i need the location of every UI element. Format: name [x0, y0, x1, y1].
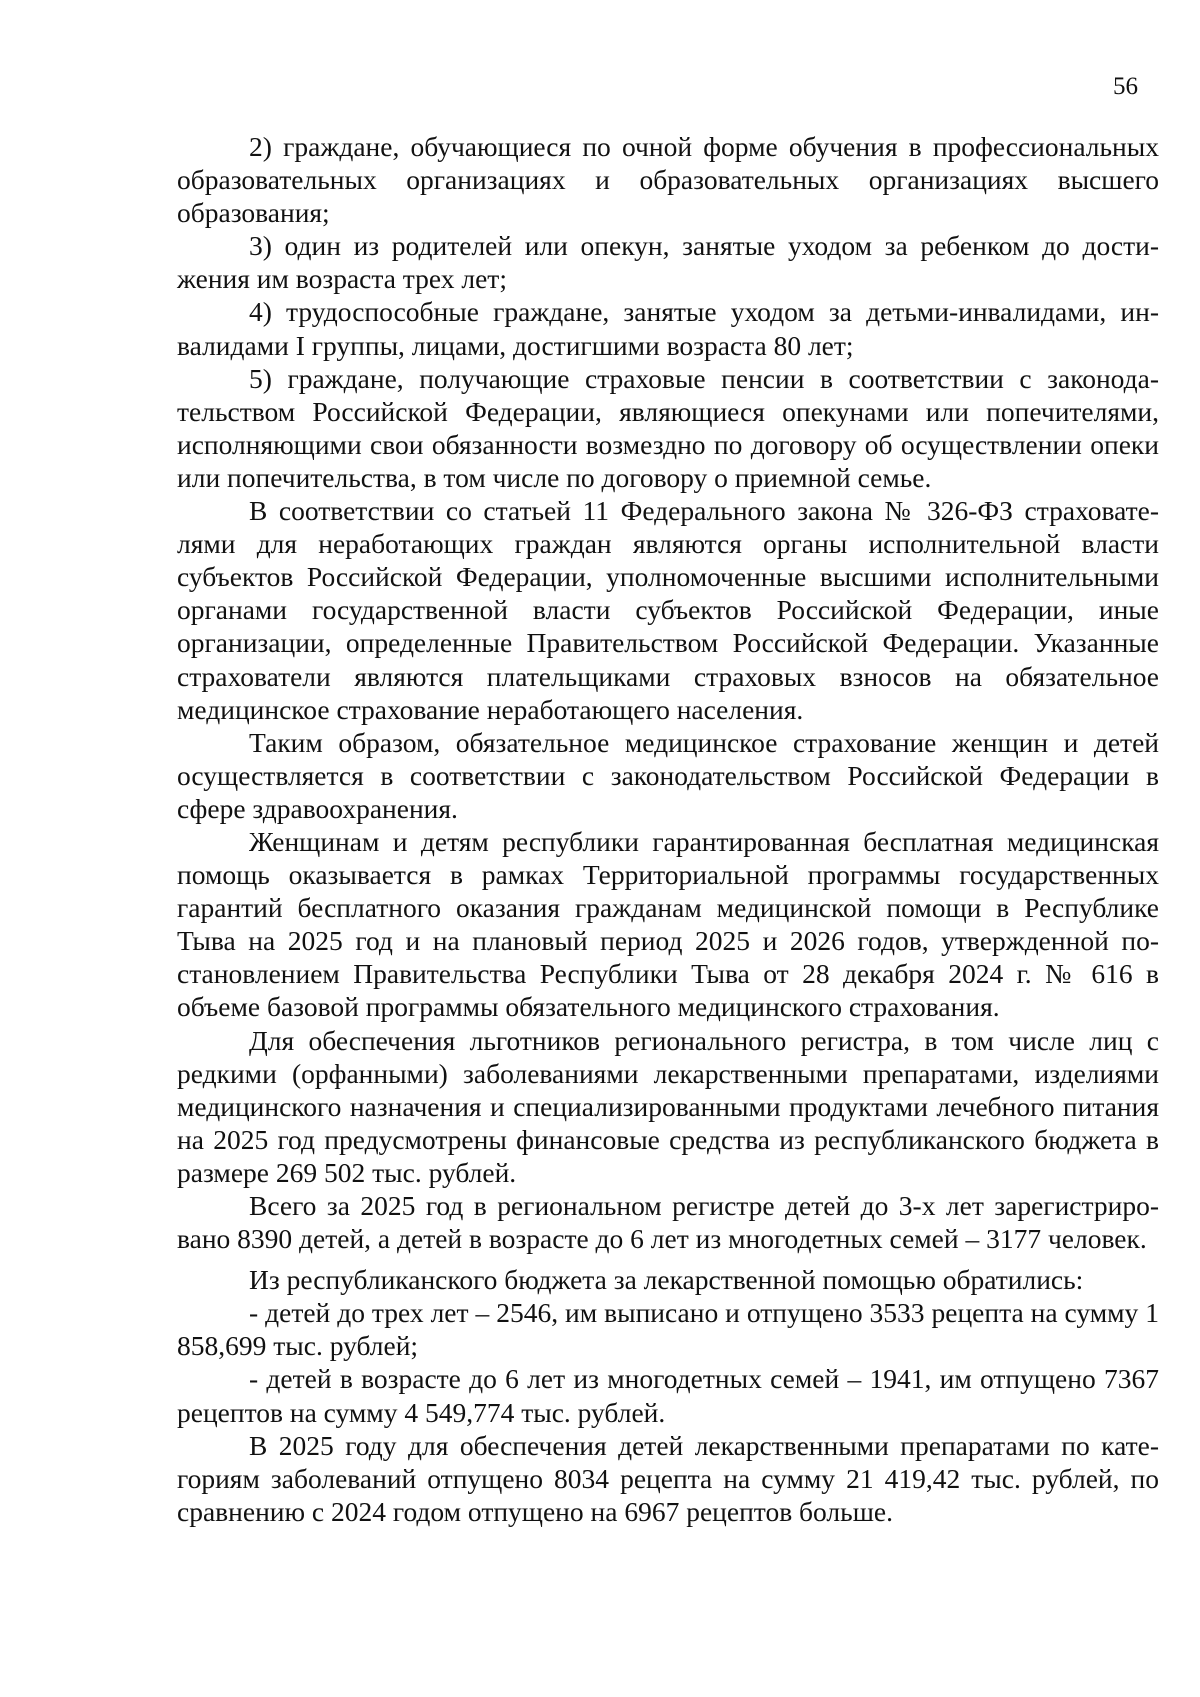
list-item-under-three: - детей до трех лет – 2546, им выписано и отпущено 3533 рецепта на сумму 1 858,699 тыс. рублей; [177, 1297, 1159, 1362]
list-item-large-families: - детей в возрасте до 6 лет из многодетных семей – 1941, им отпущено 7367 рецептов на сумму 4 549,774 тыс. рублей. [177, 1363, 1159, 1428]
page-number: 56 [1113, 73, 1138, 100]
paragraph-item-3: 3) один из родителей или опекун, занятые уходом за ребенком до достижения им возраста трех лет; [177, 230, 1159, 295]
document-body [177, 130, 1159, 1528]
paragraph-registry: Всего за 2025 год в региональном регистре детей до 3-х лет зарегистрировано 8390 детей, а детей в возрасте до 6 лет из многодетных семей – 3177 человек. [177, 1190, 1159, 1255]
paragraph-prescriptions-2025: В 2025 году для обеспечения детей лекарственными препаратами по категориям заболеваний отпущено 8034 рецепта на сумму 21 419,42 тыс. рублей, по сравнению с 2024 годом отпущено на 6967 рецептов больше. [177, 1429, 1159, 1527]
paragraph-summary: Таким образом, обязательное медицинское страхование женщин и детей осуществляется в соответствии с законодательством Российской Федерации в сфере здравоохранения. [177, 726, 1159, 824]
paragraph-applications-intro: Из республиканского бюджета за лекарственной помощью обратились: [249, 1264, 1084, 1296]
paragraph-funding: Для обеспечения льготников регионального регистра, в том числе лиц с редкими (орфанными) заболеваниями лекарственными препаратами, изделиями медицинского назначения и специализированными продуктами лечебного питания на 2025 год предусмотрены финансовые средства из республиканского бюджета в размере 269 502 тыс. рублей. [177, 1024, 1159, 1188]
paragraph-policyholders: В соответствии со статьей 11 Федерального закона № 326-ФЗ страхователями для неработающих граждан являются органы исполнительной власти субъектов Российской Федерации, уполномоченные высшими исполнительными органами государственной власти субъектов Российской Федерации, иные организации, определенные Правительством Российской Федерации. Указанные страхователи являются плательщиками страховых взносов на обязательное медицинское страхование неработающего населения. [177, 495, 1159, 725]
paragraph-territorial-program: Женщинам и детям республики гарантированная бесплатная медицинская помощь оказывается в рамках Территориальной программы государственных гарантий бесплатного оказания гражданам медицинской помощи в Республике Тыва на 2025 год и на плановый период 2025 и 2026 годов, утвержденной постановлением Правительства Республики Тыва от 28 декабря 2024 г. № 616 в объеме базовой программы обязательного медицинского страхования. [177, 825, 1159, 1023]
paragraph-item-5: 5) граждане, получающие страховые пенсии в соответствии с законодательством Российской Федерации, являющиеся опекунами или попечителями, исполняющими свои обязанности возмездно по договору об осуществлении опеки или попечительства, в том числе по договору о приемной семье. [177, 362, 1159, 493]
paragraph-item-4: 4) трудоспособные граждане, занятые уходом за детьми-инвалидами, инвалидами I группы, лицами, достигшими возраста 80 лет; [177, 296, 1159, 361]
paragraph-item-2: 2) граждане, обучающиеся по очной форме обучения в профессиональных образовательных организациях и образовательных организациях высшего образования; [177, 131, 1159, 229]
